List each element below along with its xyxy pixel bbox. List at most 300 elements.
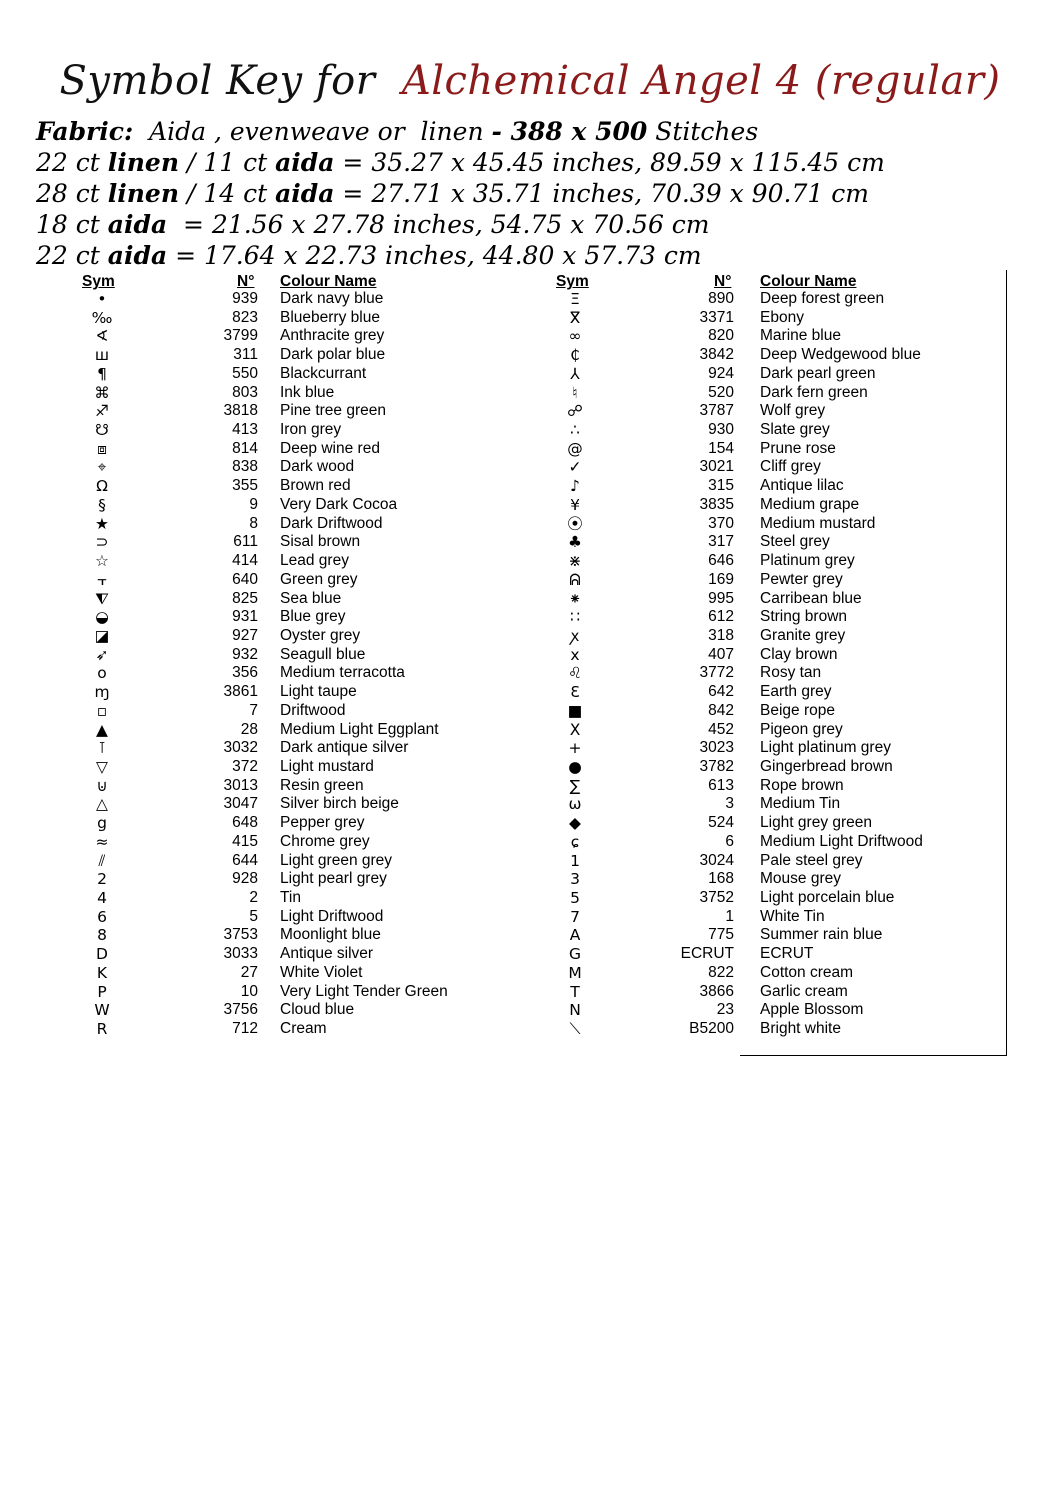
legend-symbol: § [98,495,106,514]
legend-colour-name: Sea blue [280,589,342,607]
table-border-bottom [740,1055,1007,1056]
legend-symbol: ◪ [94,626,110,645]
legend-colour-name: Light pearl grey [280,870,387,888]
legend-colour-name: Cloud blue [280,1001,355,1019]
legend-number: 3032 [223,739,258,757]
legend-number: 927 [232,626,258,644]
legend-row [82,552,482,571]
legend-colour-name: Medium Tin [760,795,841,813]
legend-colour-name: Dark wood [280,458,355,476]
legend-colour-name: Clay brown [760,645,838,663]
legend-symbol: • [97,290,107,308]
spec-text: = 21.56 x 27.78 inches, 54.75 x 70.56 cm [167,210,710,239]
legend-row [82,458,482,477]
spec-bold-text: Fabric: [36,117,134,146]
legend-row [82,870,482,889]
legend-number: 3835 [699,495,734,513]
legend-row [555,683,1005,702]
legend-colour-name: Deep Wedgewood blue [760,346,921,364]
legend-row [82,608,482,627]
legend-number: 995 [708,589,734,607]
legend-number: 318 [708,626,734,644]
legend-row [555,477,1005,496]
legend-number: 452 [708,720,734,738]
spec-line [36,147,1036,178]
legend-number: 838 [232,458,258,476]
legend-symbol: G [568,945,581,964]
legend-row [82,889,482,908]
legend-colour-name: White Tin [760,907,825,925]
legend-row [555,908,1005,927]
legend-colour-name: ECRUT [760,945,814,963]
legend-symbol: ш [94,346,110,365]
legend-number: 3756 [223,1001,258,1019]
spec-text: 28 ct [36,179,108,208]
legend-row [555,608,1005,627]
legend-row [555,964,1005,983]
legend-colour-name: Brown red [280,477,351,495]
legend-colour-name: Dark polar blue [280,346,386,364]
legend-symbol: A [569,926,581,945]
legend-number: 3047 [223,795,258,813]
legend-number: 613 [708,776,734,794]
legend-row [82,327,482,346]
legend-colour-name: Cream [280,1020,327,1038]
legend-number: 355 [232,477,258,495]
legend-row [555,290,1005,309]
legend-number: 648 [232,814,258,832]
legend-symbol: ɕ [570,832,580,851]
legend-number: 169 [708,570,734,588]
legend-number: 370 [708,514,734,532]
legend-colour-name: Driftwood [280,701,346,719]
spec-text: = 27.71 x 35.71 inches, 70.39 x 90.71 cm [334,179,869,208]
legend-colour-name: String brown [760,608,848,626]
legend-row [555,795,1005,814]
legend-number: 415 [232,832,258,850]
legend-row [555,702,1005,721]
legend-row [82,402,482,421]
legend-number: B5200 [689,1020,734,1038]
spec-bold-text: aida [275,148,335,177]
legend-colour-name: Silver birch beige [280,795,399,813]
legend-row [82,346,482,365]
legend-symbol: M [568,963,582,982]
legend-colour-name: Earth grey [760,683,832,701]
legend-number: 928 [232,870,258,888]
legend-row [82,664,482,683]
spec-text: = 35.27 x 45.45 inches, 89.59 x 115.45 cm [334,148,885,177]
legend-row [555,627,1005,646]
legend-number: 6 [725,832,734,850]
legend-row [82,571,482,590]
legend-number: 28 [240,720,258,738]
legend-number: 8 [249,514,258,532]
legend-colour-name: Light taupe [280,683,357,701]
legend-number: 23 [716,1001,734,1019]
legend-colour-name: Light platinum grey [760,739,891,757]
legend-colour-name: Mouse grey [760,870,841,888]
spec-text: 22 ct [36,148,108,177]
legend-symbol: ➶ [95,645,109,664]
legend-colour-name: Apple Blossom [760,1001,864,1019]
legend-row [82,814,482,833]
legend-symbol: ▲ [96,720,108,739]
legend-number: 612 [708,608,734,626]
spec-text: / 14 ct [179,179,276,208]
legend-row [555,327,1005,346]
legend-row [82,739,482,758]
legend-row [555,664,1005,683]
legend-row [82,515,482,534]
legend-symbol: ₵ [570,346,580,365]
legend-number: 939 [232,290,258,307]
col-header-sym-left: Sym [82,273,115,290]
legend-row [555,365,1005,384]
legend-symbol: ⦿ [567,514,583,533]
legend-colour-name: Seagull blue [280,645,366,663]
legend-symbol: o [97,664,107,683]
legend-number: 825 [232,589,258,607]
legend-number: 823 [232,308,258,326]
spec-text: / 11 ct [179,148,276,177]
legend-row [555,833,1005,852]
legend-colour-name: Light grey green [760,814,873,832]
legend-colour-name: Very Dark Cocoa [280,495,398,513]
legend-symbol: ⌖ [97,458,107,477]
legend-number: 640 [232,570,258,588]
legend-colour-name: Pewter grey [760,570,843,588]
legend-symbol: ☋ [95,421,109,440]
legend-symbol: ∢ [95,327,109,346]
legend-colour-name: Medium grape [760,495,860,513]
legend-symbol: ⴳ [569,308,581,327]
legend-colour-name: Blue grey [280,608,346,626]
legend-number: 820 [708,327,734,345]
legend-colour-name: Lead grey [280,552,349,570]
legend-row [555,646,1005,665]
legend-row [555,421,1005,440]
table-border-right [1006,270,1007,1056]
legend-colour-name: Rosy tan [760,664,822,682]
legend-number: 3787 [699,402,734,420]
legend-colour-name: Dark fern green [760,383,868,401]
legend-symbol: ☍ [567,402,583,421]
legend-row [82,945,482,964]
legend-colour-name: Cliff grey [760,458,821,476]
legend-row [555,758,1005,777]
col-header-num-right: N° [714,273,732,290]
legend-table-left [82,290,482,1039]
legend-colour-name: Ebony [760,308,804,326]
legend-number: 3799 [223,327,258,345]
legend-row [555,889,1005,908]
legend-table-right [555,290,1005,1039]
spec-text: Stitches [647,117,759,146]
legend-number: 3861 [223,683,258,701]
legend-symbol: D [96,945,108,964]
legend-row [82,496,482,515]
legend-colour-name: Pale steel grey [760,851,863,869]
legend-symbol: ♪ [570,477,580,496]
legend-colour-name: Garlic cream [760,982,848,1000]
legend-number: 9 [249,495,258,513]
legend-row [555,571,1005,590]
legend-colour-name: Deep wine red [280,439,380,457]
legend-row [555,926,1005,945]
legend-number: 3866 [699,982,734,1000]
legend-colour-name: Deep forest green [760,290,885,307]
legend-number: 3782 [699,757,734,775]
legend-symbol: ♮ [572,383,578,402]
page-title [0,58,1060,104]
legend-colour-name: Pine tree green [280,402,386,420]
legend-number: 3024 [699,851,734,869]
spec-line [36,116,1036,147]
legend-number: 413 [232,421,258,439]
legend-colour-name: Slate grey [760,421,830,439]
legend-number: 550 [232,364,258,382]
legend-colour-name: Blueberry blue [280,308,380,326]
legend-symbol: ∴ [570,421,580,440]
legend-symbol: ꓫ [569,720,581,739]
legend-row [82,795,482,814]
legend-number: 356 [232,664,258,682]
legend-number: 775 [708,926,734,944]
legend-symbol: ⫟ [97,570,107,589]
legend-symbol: ♐ [95,402,109,421]
legend-row [555,440,1005,459]
legend-colour-name: Granite grey [760,626,846,644]
legend-row [82,983,482,1002]
legend-symbol: ‰ [91,308,113,327]
legend-symbol: ∑ [569,776,581,795]
legend-symbol: 4 [97,889,107,907]
legend-number: 1 [725,907,734,925]
legend-colour-name: White Violet [280,963,363,981]
legend-row [82,627,482,646]
legend-symbol: ᕱ [569,570,581,589]
legend-symbol: @ [567,439,583,458]
legend-row [555,384,1005,403]
legend-row [555,814,1005,833]
legend-row [555,590,1005,609]
legend-row [82,533,482,552]
legend-number: 3753 [223,926,258,944]
col-header-num-left: N° [237,273,255,290]
legend-symbol: ⅄ [570,364,580,383]
legend-number: 7 [249,701,258,719]
legend-number: 520 [708,383,734,401]
legend-row [555,458,1005,477]
legend-symbol: ☆ [95,552,109,571]
legend-colour-name: Wolf grey [760,402,826,420]
legend-number: 931 [232,608,258,626]
legend-colour-name: Summer rain blue [760,926,883,944]
legend-row [82,384,482,403]
legend-row [82,440,482,459]
legend-symbol: 6 [97,907,107,926]
legend-number: 712 [232,1020,258,1038]
legend-number: 3752 [699,889,734,906]
legend-symbol: ⊍ [96,776,108,795]
legend-symbol: 1 [570,851,580,870]
legend-number: 27 [240,963,258,981]
legend-number: 154 [708,439,734,457]
legend-colour-name: Carribean blue [760,589,862,607]
legend-row [82,908,482,927]
title-prefix: Symbol Key for [59,58,376,104]
legend-row [82,833,482,852]
legend-colour-name: Bright white [760,1020,841,1038]
legend-number: 3842 [699,346,734,364]
legend-row [82,590,482,609]
legend-row [555,1001,1005,1020]
legend-symbol: ▫ [96,701,108,720]
legend-symbol: 8 [97,926,107,945]
legend-colour-name: Medium Light Eggplant [280,720,439,738]
legend-number: 842 [708,701,734,719]
legend-number: 2 [249,889,258,906]
col-header-name-left: Colour Name [280,273,377,290]
legend-number: 644 [232,851,258,869]
legend-number: ECRUT [680,945,734,963]
legend-symbol: ¥ [570,495,580,514]
legend-colour-name: Tin [280,889,301,906]
legend-row [555,777,1005,796]
legend-number: 924 [708,364,734,382]
legend-colour-name: Anthracite grey [280,327,385,345]
spec-text: Aida , evenweave or linen [133,117,492,146]
legend-symbol: ∷ [570,608,580,627]
legend-symbol: R [96,1020,108,1039]
legend-number: 317 [708,533,734,551]
legend-row [555,346,1005,365]
legend-colour-name: Antique lilac [760,477,844,495]
legend-number: 168 [708,870,734,888]
legend-row [82,1001,482,1020]
legend-number: 315 [708,477,734,495]
legend-colour-name: Oyster grey [280,626,361,644]
legend-symbol: ★ [95,514,109,533]
legend-symbol: W [94,1001,110,1020]
legend-colour-name: Gingerbread brown [760,757,893,775]
legend-symbol: Ɛ [570,683,580,702]
legend-row [82,777,482,796]
legend-colour-name: Dark Driftwood [280,514,383,532]
spec-text: 18 ct [36,210,108,239]
legend-symbol: ⫽ [98,851,106,870]
spec-bold-text: aida [107,210,168,239]
legend-colour-name: Medium Light Driftwood [760,832,923,850]
legend-row [82,309,482,328]
legend-row [82,852,482,871]
legend-symbol: ꭗ [570,626,580,645]
spec-bold-text: aida [107,241,168,270]
legend-number: 3772 [699,664,734,682]
spec-line [36,209,1036,240]
legend-row [82,964,482,983]
legend-symbol: 5 [570,889,580,907]
legend-symbol: ∞ [568,327,582,346]
legend-symbol: ▽ [96,757,108,776]
legend-symbol: ◆ [569,814,581,833]
legend-symbol: Ω [96,477,108,496]
legend-symbol: ■ [567,701,583,720]
legend-colour-name: Dark navy blue [280,290,384,307]
legend-colour-name: Iron grey [280,421,342,439]
legend-colour-name: Medium terracotta [280,664,405,682]
legend-row [555,552,1005,571]
legend-colour-name: Marine blue [760,327,841,345]
spec-line [36,240,1036,271]
legend-number: 822 [708,963,734,981]
legend-symbol: ⊃ [95,533,109,552]
legend-row [82,758,482,777]
legend-symbol: ω [568,795,582,814]
spec-bold-text: - 388 x 500 [491,117,648,146]
col-header-sym-right: Sym [556,273,589,290]
legend-row [555,1020,1005,1039]
legend-number: 890 [708,290,734,307]
legend-symbol: ⌘ [94,383,110,402]
legend-symbol: T [570,982,580,1001]
legend-number: 311 [233,346,258,364]
legend-row [555,533,1005,552]
legend-number: 3021 [699,458,734,476]
title-pattern-name: Alchemical Angel 4 (regular) [401,58,1001,104]
legend-symbol: ♣ [568,533,582,552]
legend-symbol: ● [568,757,582,776]
legend-colour-name: Cotton cream [760,963,854,981]
legend-colour-name: Sisal brown [280,533,361,551]
legend-row [555,852,1005,871]
legend-symbol: ⋇ [568,552,582,571]
legend-number: 803 [232,383,258,401]
legend-row [555,739,1005,758]
legend-number: 611 [233,533,258,551]
legend-number: 3013 [223,776,258,794]
spec-text: 22 ct [36,241,108,270]
legend-row [555,870,1005,889]
legend-symbol: ≈ [95,832,109,851]
legend-colour-name: Dark pearl green [760,364,876,382]
legend-symbol: ¶ [97,364,107,383]
legend-number: 646 [708,552,734,570]
legend-symbol: K [96,963,108,982]
spec-line [36,178,1036,209]
legend-symbol: g [97,814,107,833]
legend-number: 372 [232,757,258,775]
legend-number: 407 [708,645,734,663]
spec-bold-text: linen [107,179,180,208]
legend-symbol: 3 [570,870,580,889]
legend-row [555,945,1005,964]
legend-row [82,702,482,721]
legend-colour-name: Dark antique silver [280,739,409,757]
legend-symbol: ⧈ [97,439,107,458]
legend-colour-name: Prune rose [760,439,836,457]
legend-row [82,365,482,384]
legend-number: 10 [240,982,258,1000]
legend-number: 414 [232,552,258,570]
legend-row [82,421,482,440]
legend-row [82,646,482,665]
legend-row [555,515,1005,534]
legend-symbol: P [97,982,107,1001]
legend-symbol: ⟍ [569,1020,581,1039]
legend-number: 3371 [699,308,734,326]
